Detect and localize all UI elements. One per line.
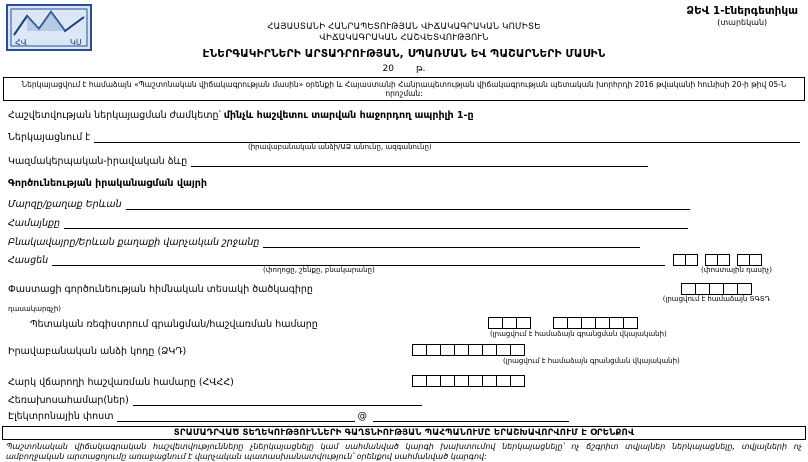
region-input[interactable] xyxy=(126,198,690,210)
activity-code-boxes xyxy=(681,283,752,295)
armstat-logo xyxy=(6,4,92,51)
year-suffix: թ. xyxy=(415,64,426,74)
address-row xyxy=(8,253,800,266)
register-number-label: Պետական ռեգիստրում գրանցման/հաշվառման համարը xyxy=(30,319,318,330)
postal-code-box[interactable] xyxy=(749,254,762,266)
legal-entity-code-caption: (լրացվում է համաձայն գրանցման վկայականի) xyxy=(503,357,680,365)
address-label: Հասցեն xyxy=(8,255,49,266)
register-number-box[interactable] xyxy=(553,317,568,329)
form-periodicity: (տարեկան) xyxy=(717,18,768,27)
tin-box[interactable] xyxy=(412,375,427,387)
presented-by-input[interactable] xyxy=(94,131,800,143)
register-number-caption-row xyxy=(8,330,800,339)
form-body xyxy=(0,110,808,422)
register-number-box[interactable] xyxy=(516,317,531,329)
form-title: ԷՆԵՐԳԱԿԻՐՆԵՐԻ ԱՐՏԱԴՐՈՒԹՅԱՆ, ՍՊԱՌՄԱՆ ԵՎ ՊԱՇԱՐՆԵՐԻ ՄԱՍԻՆ xyxy=(202,48,606,60)
settlement-row xyxy=(8,235,800,248)
settlement-input[interactable] xyxy=(263,236,640,248)
register-number-box[interactable] xyxy=(595,317,610,329)
register-number-box[interactable] xyxy=(609,317,624,329)
legal-form-label: Կազմակերպական-իրավական ձևը xyxy=(8,156,188,167)
legal-form-row xyxy=(8,154,800,167)
activity-code-label: Փաստացի գործունեության հիմնական տեսակի ծածկագիրը xyxy=(8,284,313,295)
activity-code-row xyxy=(8,282,800,295)
tin-box[interactable] xyxy=(440,375,455,387)
phone-label: Հեռախոսահամար(ներ) xyxy=(8,395,129,406)
legal-form-input[interactable] xyxy=(191,155,648,167)
legal-entity-code-boxes xyxy=(412,344,525,356)
presented-by-caption: (իրավաբանական անձի/ԱՁ անունը, ազգանունը) xyxy=(248,143,432,151)
legal-entity-code-box[interactable] xyxy=(496,344,511,356)
register-number-boxes xyxy=(488,317,638,329)
presented-by-label: Ներկայացնում է xyxy=(8,132,91,143)
deadline-value: մինչև հաշվետու տարվան հաջորդող ապրիլի 1-ը xyxy=(223,110,474,121)
legal-entity-code-row xyxy=(8,342,800,357)
region-row xyxy=(8,197,800,210)
activity-code-caption-row xyxy=(8,295,800,304)
liability-note: Պաշտոնական վիճակագրական հաշվետվությունները չներկայացնելը կամ սահմանված կարգի խախտումով ներկայացնելը՝ ոչ ճշգրիտ տվյալներ ներկայացնելը, տվյալների ոչ ամբողջական արտացոլումը առաջացնում է վարչական պատասխանատվություն՝ օրենքով սահմանված կարգով: xyxy=(6,442,802,461)
community-row xyxy=(8,216,800,229)
settlement-label: Բնակավայրը/Երևան քաղաքի վարչական շրջանը xyxy=(8,237,260,248)
postal-code-boxes xyxy=(673,254,762,266)
region-label: Մարզը/քաղաք Երևան xyxy=(8,199,122,210)
tin-box[interactable] xyxy=(510,375,525,387)
register-number-box[interactable] xyxy=(502,317,517,329)
register-number-caption: (լրացվում է համաձայն գրանցման վկայականի) xyxy=(490,330,667,338)
register-number-box[interactable] xyxy=(567,317,582,329)
email-domain-input[interactable] xyxy=(373,410,569,422)
legal-entity-code-box[interactable] xyxy=(440,344,455,356)
phone-input[interactable] xyxy=(133,394,422,406)
register-number-row xyxy=(8,315,800,330)
activity-code-box[interactable] xyxy=(695,283,710,295)
activity-code-caption: (լրացվում է համաձայն ՏԳՏԴ xyxy=(662,295,770,303)
address-caption-row xyxy=(8,266,800,275)
legal-entity-code-box[interactable] xyxy=(510,344,525,356)
form-code: ՁԵՎ 1-էներգետիկա xyxy=(686,5,798,17)
register-number-box[interactable] xyxy=(488,317,503,329)
tin-label: Հարկ վճարողի հաշվառման համարը (ՀՎՀՀ) xyxy=(8,377,234,388)
form-header xyxy=(0,0,808,76)
email-row xyxy=(8,409,800,422)
deadline-label: Հաշվետվության ներկայացման ժամկետը՝ xyxy=(8,110,221,121)
community-label: Համայնքը xyxy=(8,218,61,229)
tin-row xyxy=(8,373,800,388)
deadline-row xyxy=(8,110,800,121)
register-number-box[interactable] xyxy=(581,317,596,329)
activity-code-caption-cont: դասակարգչի) xyxy=(8,305,62,313)
email-user-input[interactable] xyxy=(117,410,355,422)
postal-code-box[interactable] xyxy=(685,254,698,266)
year-prefix: 20 xyxy=(382,64,394,74)
tin-box[interactable] xyxy=(454,375,469,387)
committee-name: ՀԱՅԱՍՏԱՆԻ ՀԱՆՐԱՊԵՏՈՒԹՅԱՆ ՎԻՃԱԿԱԳՐԱԿԱՆ ԿՈՄԻՏԵ xyxy=(267,22,541,32)
address-input[interactable] xyxy=(52,254,665,266)
tin-boxes xyxy=(412,375,525,387)
legal-entity-code-box[interactable] xyxy=(482,344,497,356)
tin-box[interactable] xyxy=(468,375,483,387)
at-sign: @ xyxy=(357,411,367,422)
email-label: Էլեկտրոնային փոստ xyxy=(8,411,114,422)
tin-box[interactable] xyxy=(426,375,441,387)
tin-box[interactable] xyxy=(482,375,497,387)
legal-entity-code-box[interactable] xyxy=(454,344,469,356)
year-line xyxy=(0,64,808,74)
logo-letters-left: ՀՎ xyxy=(15,38,27,47)
form-code-block xyxy=(686,5,798,27)
address-caption-postal: (փոստային դասիչ) xyxy=(701,266,772,274)
postal-code-box[interactable] xyxy=(717,254,730,266)
confidentiality-banner: ՏՐԱՄԱԴՐՎԱԾ ՏԵՂԵԿՈՒԹՅՈՒՆՆԵՐԻ ԳԱՂՏՆԻՈՒԹՅԱՆ ՊԱՀՊԱՆՈՒՄԸ ԵՐԱՇԽԱՎՈՐՎՈՒՄ Է ՕՐԵՆՔՈՎ xyxy=(2,426,806,440)
tin-box[interactable] xyxy=(496,375,511,387)
legal-entity-code-box[interactable] xyxy=(468,344,483,356)
legal-basis-notice: Ներկայացվում է համաձայն «Պաշտոնական վիճակագրության մասին» օրենքի և Հայաստանի Հանրապետության վիճակագրության պետական խորհրդի 2016 թվականի հունիսի 20-ի թիվ 05-Ն որոշման: xyxy=(3,77,805,101)
legal-entity-code-box[interactable] xyxy=(412,344,427,356)
location-section-title: Գործունեության իրականացման վայրի xyxy=(8,178,207,189)
activity-code-box[interactable] xyxy=(737,283,752,295)
activity-code-box[interactable] xyxy=(723,283,738,295)
phone-row xyxy=(8,393,800,406)
legal-entity-code-box[interactable] xyxy=(426,344,441,356)
register-number-box[interactable] xyxy=(623,317,638,329)
community-input[interactable] xyxy=(64,217,688,229)
legal-entity-code-label: Իրավաբանական անձի կոդը (ՁԿԴ) xyxy=(8,346,187,357)
presented-by-row xyxy=(8,130,800,143)
legal-entity-code-caption-row xyxy=(8,357,800,366)
logo-letters-right: ԿՍ xyxy=(70,38,82,47)
activity-code-box[interactable] xyxy=(709,283,724,295)
report-kind: ՎԻՃԱԿԱԳՐԱԿԱՆ ՀԱՇՎԵՏՎՈՒԹՅՈՒՆ xyxy=(319,33,489,43)
activity-code-box[interactable] xyxy=(681,283,696,295)
address-caption-street: (փողոցը, շենքը, բնակարանը) xyxy=(263,266,375,274)
presented-by-caption-row xyxy=(8,143,800,152)
